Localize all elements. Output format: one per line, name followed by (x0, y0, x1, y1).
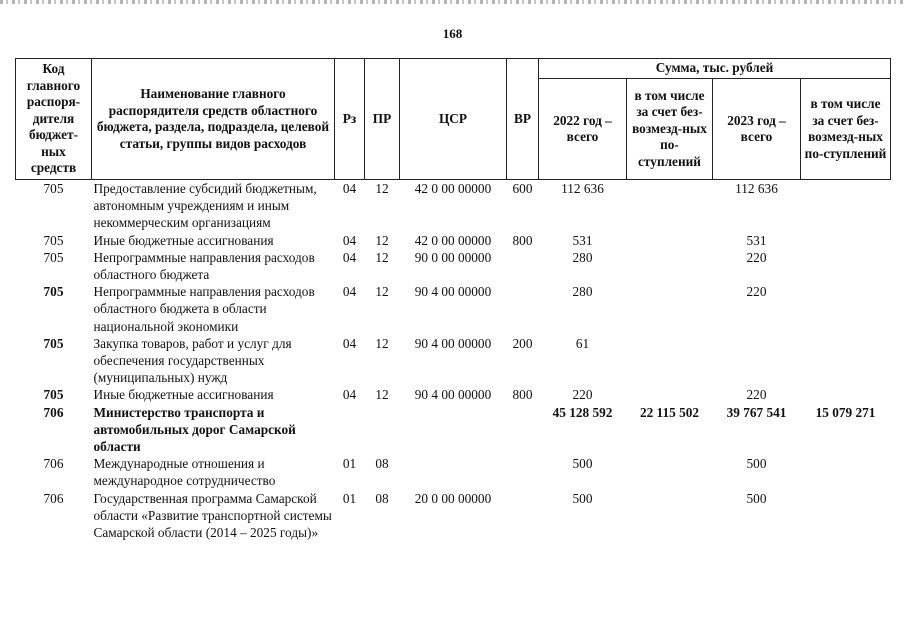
cell-sum-2023: 500 (746, 490, 767, 506)
cell-sum-2022-free (627, 180, 713, 232)
cell-sum-2022: 220 (572, 387, 593, 403)
header-2023-free: в том числе за счет без-возмезд-ных по-ступлений (801, 79, 891, 180)
cell-sum-2023: 112 636 (735, 181, 778, 196)
cell-sum-2022-free (627, 335, 713, 387)
cell-sum-2023-free (801, 386, 891, 403)
cell-vr (507, 490, 539, 542)
cell-vr: 200 (512, 335, 533, 351)
cell-sum-2023: 220 (746, 249, 767, 265)
cell-pr: 08 (375, 456, 389, 472)
cell-rz: 04 (342, 249, 357, 265)
cell-code: 705 (43, 387, 64, 403)
cell-csr: 90 4 00 00000 (414, 335, 492, 351)
cell-csr: 90 4 00 00000 (414, 387, 492, 403)
cell-sum-2023-free: 15 079 271 (815, 404, 876, 420)
header-csr: ЦСР (400, 59, 507, 180)
cell-pr: 12 (375, 232, 389, 248)
cell-code: 705 (43, 249, 64, 265)
cell-name: Предоставление субсидий бюджетным, автономным учреждениям и иным некоммерческим организациям (93, 181, 317, 231)
cell-vr (507, 249, 539, 283)
cell-code: 705 (43, 181, 64, 196)
header-pr: ПР (365, 59, 400, 180)
cell-name: Непрограммные направления расходов областного бюджета в области национальной экономики (93, 284, 315, 334)
cell-csr: 42 0 00 00000 (414, 181, 492, 196)
table-row (16, 249, 891, 283)
cell-code: 706 (43, 404, 64, 420)
cell-rz: 01 (342, 456, 357, 472)
cell-vr (507, 283, 539, 335)
cell-sum-2022-free: 22 115 502 (639, 404, 700, 420)
cell-csr (400, 455, 507, 489)
cell-sum-2023 (713, 335, 801, 387)
cell-vr: 600 (512, 181, 533, 196)
cell-name: Иные бюджетные ассигнования (93, 232, 274, 248)
cell-name: Государственная программа Самарской области «Развитие транспортной системы Самарской области (2014 – 2025 годы)» (93, 490, 332, 541)
table-row (16, 283, 891, 335)
cell-sum-2023: 531 (746, 232, 767, 248)
table-body (16, 180, 891, 542)
cell-name: Непрограммные направления расходов областного бюджета (93, 249, 315, 283)
cell-pr (365, 404, 400, 456)
cell-sum-2022: 45 128 592 (552, 404, 613, 420)
cell-name: Международные отношения и международное сотрудничество (93, 456, 276, 489)
cell-sum-2023: 39 767 541 (726, 404, 787, 420)
cell-pr: 08 (375, 490, 389, 506)
cell-code: 705 (43, 232, 64, 248)
header-2022-free: в том числе за счет без-возмезд-ных по-ступлений (627, 79, 713, 180)
cell-sum-2022: 61 (575, 335, 590, 351)
cell-rz: 04 (342, 181, 357, 196)
cell-sum-2022: 531 (572, 232, 593, 248)
cell-code: 705 (43, 335, 64, 351)
cell-rz: 04 (342, 232, 357, 248)
cell-sum-2022-free (627, 232, 713, 249)
cell-pr: 12 (375, 284, 389, 300)
cell-pr: 12 (375, 181, 389, 196)
cell-name: Иные бюджетные ассигнования (93, 387, 274, 403)
cell-sum-2022: 280 (572, 249, 593, 265)
cell-name: Закупка товаров, работ и услуг для обеспечения государственных (муниципальных) нужд (93, 335, 292, 386)
cell-name: Министерство транспорта и автомобильных дорог Самарской области (93, 404, 296, 455)
cell-sum-2023-free (801, 180, 891, 232)
cell-rz: 04 (342, 284, 357, 300)
cell-rz: 01 (342, 490, 357, 506)
cell-sum-2023: 220 (746, 387, 767, 403)
header-rz: Рз (335, 59, 365, 180)
table-header (16, 59, 891, 180)
cell-sum-2022: 500 (572, 490, 593, 506)
cell-vr (507, 455, 539, 489)
table-row (16, 335, 891, 387)
header-code: Код главного распоря-дителя бюджет-ных средств (16, 59, 92, 180)
cell-sum-2023: 500 (746, 456, 767, 472)
cell-sum-2022: 112 636 (561, 181, 604, 196)
cell-sum-2023-free (801, 249, 891, 283)
budget-table (15, 58, 891, 541)
cell-code: 706 (43, 456, 64, 472)
cell-sum-2023-free (801, 283, 891, 335)
cell-csr (400, 404, 507, 456)
table-row (16, 404, 891, 456)
cell-vr: 800 (512, 232, 533, 248)
cell-sum-2022: 280 (572, 284, 593, 300)
page-number: 168 (442, 26, 463, 41)
cell-pr: 12 (375, 249, 389, 265)
cell-pr: 12 (375, 335, 389, 351)
cell-sum-2023-free (801, 455, 891, 489)
header-2023-total: 2023 год – всего (713, 79, 801, 180)
cell-sum-2022-free (627, 386, 713, 403)
table-row (16, 490, 891, 542)
cell-sum-2022-free (627, 283, 713, 335)
table-row (16, 455, 891, 489)
cell-csr: 20 0 00 00000 (414, 490, 492, 506)
cell-rz: 04 (342, 387, 357, 403)
cell-rz: 04 (342, 335, 357, 351)
header-name: Наименование главного распорядителя средств областного бюджета, раздела, подраздела, целевой статьи, группы видов расходов (92, 59, 335, 180)
cell-sum-2022-free (627, 249, 713, 283)
cell-code: 705 (43, 284, 64, 300)
header-vr: ВР (507, 59, 539, 180)
cell-vr (507, 404, 539, 456)
cell-pr: 12 (375, 387, 389, 403)
table-row (16, 232, 891, 249)
cell-sum-2023-free (801, 335, 891, 387)
cell-csr: 42 0 00 00000 (414, 232, 492, 248)
cell-sum-2023-free (801, 232, 891, 249)
header-2022-total: 2022 год – всего (539, 79, 627, 180)
cell-vr: 800 (512, 387, 533, 403)
cell-sum-2023: 220 (746, 284, 767, 300)
cell-code: 706 (43, 490, 64, 506)
cell-csr: 90 0 00 00000 (414, 249, 492, 265)
cell-csr: 90 4 00 00000 (414, 284, 492, 300)
header-sum-group: Сумма, тыс. рублей (539, 59, 891, 79)
table-row (16, 180, 891, 232)
cell-rz (335, 404, 365, 456)
cell-sum-2022-free (627, 490, 713, 542)
cell-sum-2022-free (627, 455, 713, 489)
scan-edge-artifact (0, 0, 905, 4)
cell-sum-2023-free (801, 490, 891, 542)
cell-sum-2022: 500 (572, 456, 593, 472)
table-row (16, 386, 891, 403)
